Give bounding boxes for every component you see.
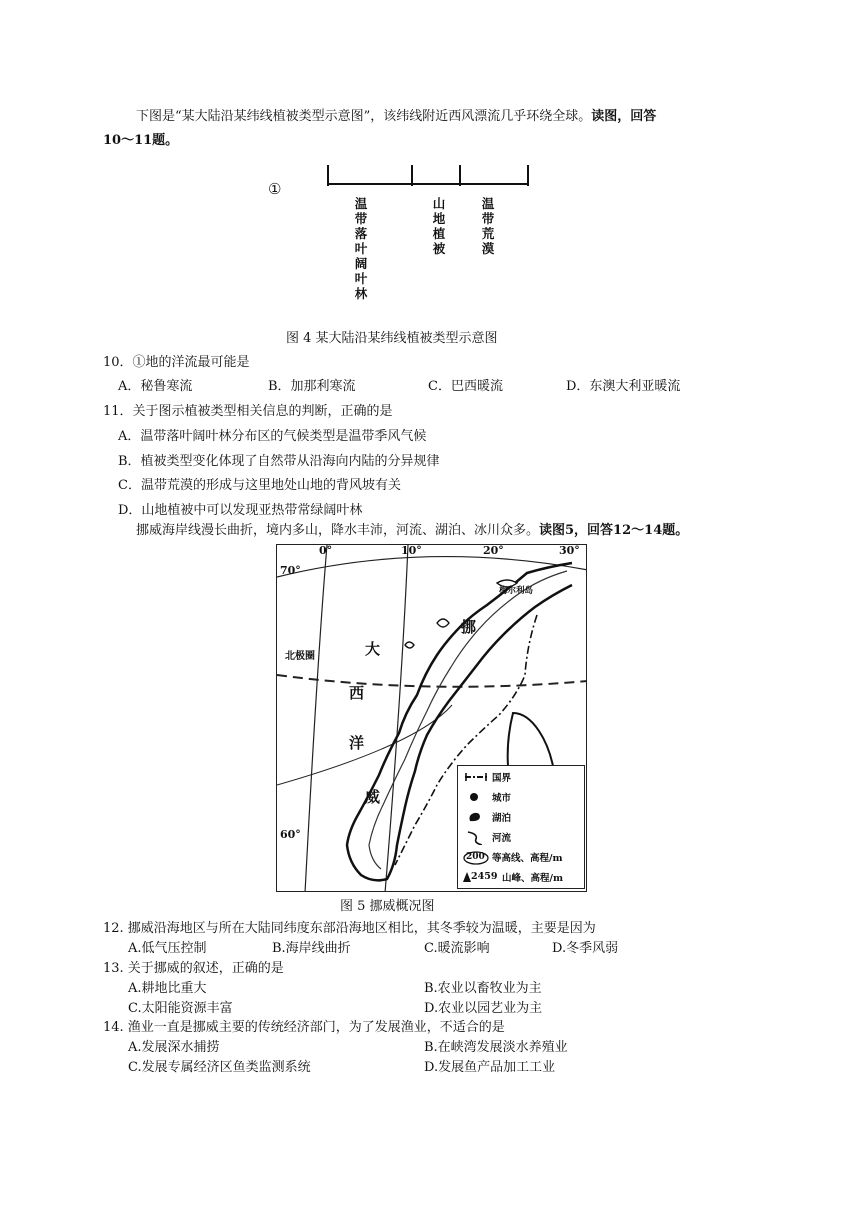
question-10-option-c: C．巴西暖流 — [428, 379, 503, 394]
intro-instruction: 读图，回答 — [591, 109, 657, 124]
question-12-option-a: A.低气压控制 — [128, 941, 207, 956]
legend-label: 湖泊 — [492, 813, 512, 824]
map-ocean-char-3: 洋 — [349, 734, 365, 752]
question-11-stem: 11．关于图示植被类型相关信息的判断，正确的是 — [103, 404, 393, 419]
figure4-label-mountain: 山地植被 — [432, 196, 446, 256]
legend-label: 城市 — [492, 793, 512, 804]
question-14-option-d: D.发展鱼产品加工工业 — [424, 1060, 556, 1075]
intro-paragraph-2 — [136, 522, 688, 540]
question-11-option-d: D．山地植被中可以发现亚热带常绿阔叶林 — [118, 503, 363, 518]
question-13-option-d: D.农业以园艺业为主 — [424, 1001, 543, 1016]
intro2-instruction: 读图5，回答12～14题。 — [539, 523, 689, 538]
legend-row-city — [458, 788, 584, 806]
intro-instruction-cont: 10～11题。 — [103, 133, 179, 148]
legend-row-lake — [458, 808, 584, 826]
map-longitude-0: 0° — [319, 544, 333, 557]
map-latitude-60: 60° — [280, 828, 301, 841]
question-13-stem: 13. 关于挪威的叙述，正确的是 — [103, 961, 284, 976]
map-ocean-char-2: 西 — [349, 684, 365, 702]
legend-label: 等高线、高程/m — [492, 853, 563, 864]
intro2-text: 挪威海岸线漫长曲折，境内多山，降水丰沛，河流、湖泊、冰川众多。 — [136, 523, 540, 538]
map-longitude-20: 20° — [483, 544, 504, 557]
question-10-option-a: A．秘鲁寒流 — [118, 379, 193, 394]
map-island-label: 梅尔利岛 — [499, 586, 534, 596]
legend-label: 山峰、高程/m — [502, 873, 564, 884]
question-10-option-d: D．东澳大利亚暖流 — [566, 379, 681, 394]
legend-row-border — [458, 768, 584, 786]
figure4-label-desert: 温带荒漠 — [481, 196, 495, 256]
question-10-option-b: B．加那利寒流 — [268, 379, 356, 394]
border-icon — [462, 769, 490, 785]
map-legend — [457, 765, 585, 889]
figure4-caption: 图 4 某大陆沿某纬线植被类型示意图 — [286, 331, 498, 346]
question-13-option-b: B.农业以畜牧业为主 — [424, 981, 542, 996]
map-country-char-1: 挪 — [461, 618, 477, 636]
question-12-option-b: B.海岸线曲折 — [272, 941, 351, 956]
legend-label: 国界 — [492, 773, 512, 784]
question-11-option-c: C．温带荒漠的形成与这里地处山地的背风坡有关 — [118, 478, 401, 493]
figure4-label-deciduous-forest: 温带落叶阔叶林 — [354, 196, 368, 301]
question-14-option-c: C.发展专属经济区鱼类监测系统 — [128, 1060, 311, 1075]
city-dot-icon — [462, 789, 490, 805]
legend-peak-sample: 2459 — [471, 871, 498, 882]
question-10-stem: 10．①地的洋流最可能是 — [103, 355, 250, 370]
legend-contour-sample: 200 — [466, 852, 485, 862]
question-14-option-a: A.发展深水捕捞 — [128, 1040, 220, 1055]
question-13-option-c: C.太阳能资源丰富 — [128, 1001, 233, 1016]
intro-text: 下图是“某大陆沿某纬线植被类型示意图”，该纬线附近西风漂流几乎环绕全球。 — [136, 109, 592, 124]
legend-label: 河流 — [492, 833, 512, 844]
question-12-option-c: C.暖流影响 — [424, 941, 490, 956]
question-11-option-b: B．植被类型变化体现了自然带从沿海向内陆的分异规律 — [118, 454, 440, 469]
figure5-caption: 图 5 挪威概况图 — [340, 899, 435, 914]
question-14-stem: 14. 渔业一直是挪威主要的传统经济部门，为了发展渔业，不适合的是 — [103, 1020, 505, 1035]
figure4-bracket — [320, 160, 535, 192]
map-arctic-circle-label: 北极圈 — [285, 651, 315, 662]
question-14-option-b: B.在峡湾发展淡水养殖业 — [424, 1040, 568, 1055]
lake-icon — [462, 809, 490, 825]
legend-row-river — [458, 828, 584, 846]
question-13-option-a: A.耕地比重大 — [128, 981, 207, 996]
question-12-stem: 12. 挪威沿海地区与所在大陆同纬度东部沿海地区相比，其冬季较为温暖，主要是因为 — [103, 921, 596, 936]
intro-paragraph-1 — [136, 108, 656, 126]
legend-row-peak — [458, 868, 584, 886]
legend-row-contour — [458, 848, 584, 866]
map-longitude-30: 30° — [559, 544, 580, 557]
map-country-char-2: 威 — [365, 788, 381, 806]
question-12-option-d: D.冬季风弱 — [552, 941, 619, 956]
map-ocean-char-1: 大 — [365, 640, 381, 658]
norway-map — [276, 544, 587, 892]
figure4-marker: ① — [268, 180, 282, 198]
question-11-option-a: A．温带落叶阔叶林分布区的气候类型是温带季风气候 — [118, 429, 427, 444]
map-latitude-70: 70° — [280, 564, 301, 577]
river-icon — [462, 829, 490, 845]
map-longitude-10: 10° — [401, 544, 422, 557]
